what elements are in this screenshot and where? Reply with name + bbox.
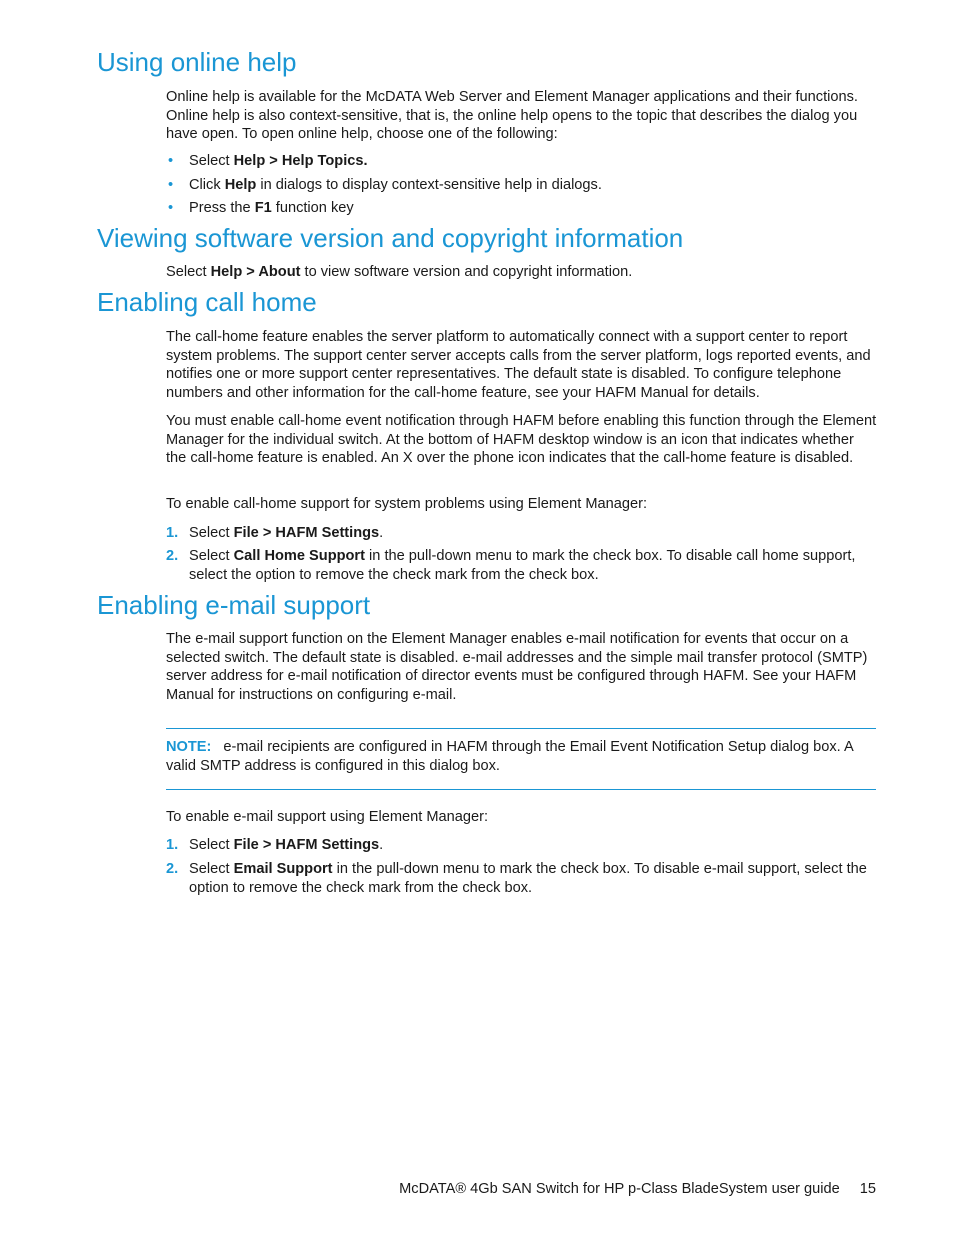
step-text: . [379, 837, 384, 853]
step-bold-text: Call Home Support [233, 548, 365, 564]
step-text: in the pull-down menu to mark the check box. To disable call home support, select the option to remove the check mark from the check box. [189, 548, 856, 583]
heading-enabling-call-home: Enabling call home [97, 287, 317, 317]
step-number: 1. [166, 525, 179, 541]
step-bold-text: Email Support [233, 861, 333, 877]
version-text: Select [166, 264, 211, 280]
step-number: 2. [166, 861, 179, 877]
page-number: 15 [859, 1181, 876, 1197]
bullet-text: Click [189, 177, 225, 193]
bullet-item [166, 176, 878, 195]
bullet-item [166, 199, 878, 218]
step-text: Select [189, 861, 234, 877]
numbered-step [166, 860, 878, 897]
step-bold-text: File > HAFM Settings [233, 837, 380, 853]
numbered-step [166, 547, 878, 584]
step-text: Select [189, 548, 234, 564]
numbered-step [166, 836, 878, 855]
bullet-text: Select [189, 153, 234, 169]
note-box [166, 738, 878, 775]
call-home-paragraph-1: The call-home feature enables the server platform to automatically connect with a support center to report system problems. The support center server accepts calls from the server platform, logs reported events, and notifies one or more support center representatives. The default state is disabled. To configure telephone numbers and other information for the call-home feature, see your HAFM Manual for details. [166, 329, 871, 401]
step-text: in the pull-down menu to mark the check box. To disable e-mail support, select the option to remove the check mark from the check box. [189, 861, 867, 896]
heading-enabling-email-support: Enabling e-mail support [97, 590, 371, 620]
bullet-text: Press the [189, 200, 255, 216]
step-text: Select [189, 525, 234, 541]
heading-using-online-help: Using online help [97, 47, 297, 77]
note-label: NOTE: [166, 739, 212, 755]
step-number: 1. [166, 837, 179, 853]
bullet-text: in dialogs to display context-sensitive help in dialogs. [256, 177, 602, 193]
step-text: . [379, 525, 384, 541]
bullet-bold-text: F1 [254, 200, 272, 216]
version-text: to view software version and copyright information. [300, 264, 633, 280]
page-footer [399, 1180, 876, 1198]
step-text: Select [189, 837, 234, 853]
bullet-bold-text: Help [224, 177, 257, 193]
note-top-divider [166, 728, 876, 729]
bullet-item [166, 152, 878, 171]
footer-title: McDATA® 4Gb SAN Switch for HP p-Class BladeSystem user guide [399, 1181, 840, 1197]
version-bold-text: Help > About [210, 264, 301, 280]
bullet-icon: • [168, 177, 174, 193]
bullet-text: function key [271, 200, 354, 216]
email-paragraph-2: To enable e-mail support using Element Manager: [166, 809, 489, 825]
step-number: 2. [166, 548, 179, 564]
call-home-paragraph-3: To enable call-home support for system problems using Element Manager: [166, 496, 648, 512]
bullet-icon: • [168, 200, 174, 216]
bullet-bold-text: Help > Help Topics. [233, 153, 368, 169]
step-bold-text: File > HAFM Settings [233, 525, 380, 541]
note-bottom-divider [166, 789, 876, 790]
note-text: e-mail recipients are configured in HAFM through the Email Event Notification Setup dialog box. A valid SMTP address is configured in this dialog box. [166, 739, 853, 774]
numbered-step [166, 524, 878, 543]
bullet-icon: • [168, 153, 174, 169]
call-home-paragraph-2: You must enable call-home event notification through HAFM before enabling this function through the Element Manager for the individual switch. At the bottom of HAFM desktop window is an icon that indicates whether the call-home feature is enabled. An X over the phone icon indicates that the call-home feature is disabled. [166, 413, 877, 467]
version-paragraph [166, 263, 878, 282]
online-help-intro: Online help is available for the McDATA Web Server and Element Manager applications and their functions. Online help is also context-sensitive, that is, the online help opens to the topic that describes the dialog you have open. To open online help, choose one of the following: [166, 89, 858, 143]
email-paragraph-1: The e-mail support function on the Element Manager enables e-mail notification for events that occur on a selected switch. The default state is disabled. e-mail addresses and the simple mail transfer protocol (SMTP) server address for e-mail notification of director events must be configured through HAFM. See your HAFM Manual for instructions on configuring e-mail. [166, 631, 868, 703]
heading-viewing-version: Viewing software version and copyright information [97, 223, 684, 253]
